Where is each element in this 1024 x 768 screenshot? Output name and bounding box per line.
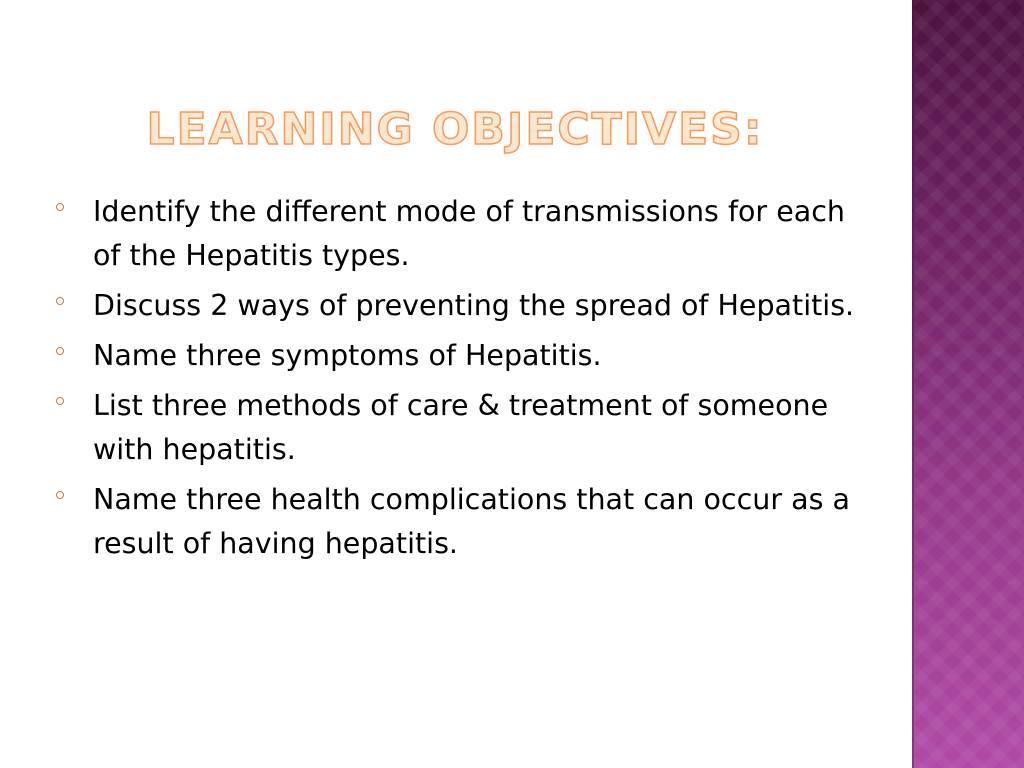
list-item-text: Identify the different mode of transmissions for each of the Hepatitis types. bbox=[93, 195, 845, 272]
bullet-circle-icon bbox=[56, 297, 64, 305]
list-item bbox=[56, 190, 856, 278]
side-band-edge bbox=[912, 0, 914, 768]
list-item-text: Name three symptoms of Hepatitis. bbox=[93, 339, 602, 372]
list-item bbox=[56, 384, 856, 472]
bullet-circle-icon bbox=[56, 397, 64, 405]
list-item bbox=[56, 478, 856, 566]
list-item-text: List three methods of care & treatment of someone with hepatitis. bbox=[93, 389, 829, 466]
list-item bbox=[56, 284, 856, 328]
list-item-text: Discuss 2 ways of preventing the spread of Hepatitis. bbox=[93, 289, 855, 322]
bullet-circle-icon bbox=[56, 347, 64, 355]
slide-title: LEARNING OBJECTIVES: bbox=[146, 104, 764, 155]
list-item bbox=[56, 334, 856, 378]
bullet-circle-icon bbox=[56, 203, 64, 211]
decorative-side-band bbox=[912, 0, 1024, 768]
list-item-text: Name three health complications that can occur as a result of having hepatitis. bbox=[93, 483, 850, 560]
objectives-list bbox=[56, 190, 856, 572]
bullet-circle-icon bbox=[56, 491, 64, 499]
